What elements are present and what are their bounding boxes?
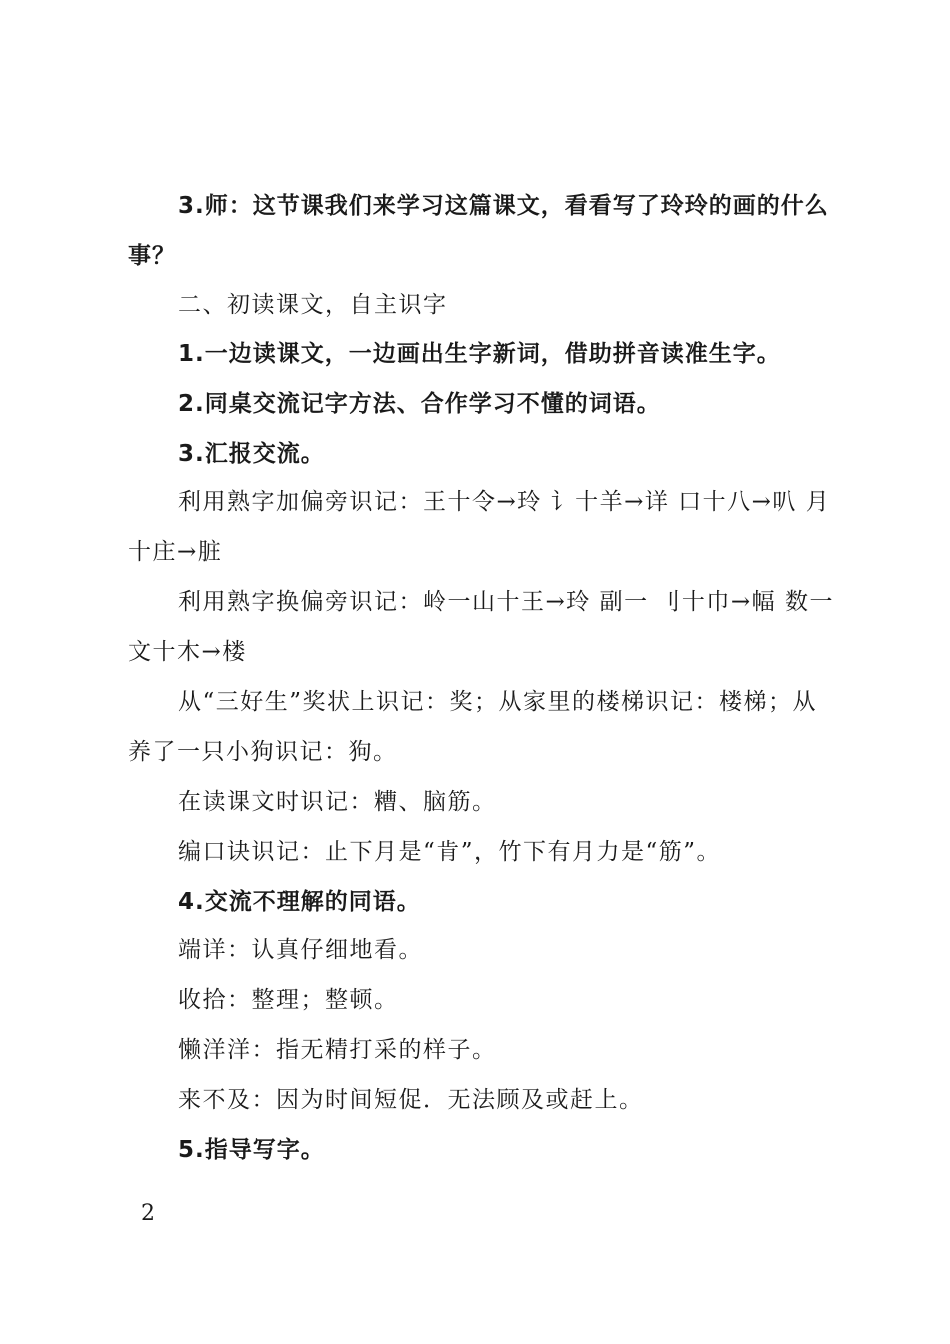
paragraph-step-1: 1.一边读课文，一边画出生字新词，借助拼音读准生字。 <box>178 341 781 367</box>
paragraph-definition-duanxiang: 端详：认真仔细地看。 <box>178 937 423 963</box>
page-number: 2 <box>141 1201 155 1226</box>
section-heading-first-reading: 二、初读课文，自主识字 <box>178 292 448 318</box>
paragraph-context-recognition: 从“三好生”奖状上识记：奖；从家里的楼梯识记：楼梯；从养了一只小狗识记：狗。 <box>128 689 818 765</box>
paragraph-step-3: 3.汇报交流。 <box>178 441 325 467</box>
paragraph-definition-shoushi: 收拾：整理；整顿。 <box>178 987 399 1013</box>
paragraph-add-radical: 利用熟字加偏旁识记：王十令→玲 讠十羊→详 口十八→叭 月十庄→脏 <box>128 489 831 565</box>
paragraph-mnemonic: 编口诀识记：止下月是“肯”，竹下有月力是“筋”。 <box>178 839 722 865</box>
paragraph-definition-laibuji: 来不及：因为时间短促．无法顾及或赶上。 <box>178 1087 644 1113</box>
paragraph-step-4: 4.交流不理解的同语。 <box>178 889 421 915</box>
paragraph-step-5: 5.指导写字。 <box>178 1137 325 1163</box>
paragraph-swap-radical: 利用熟字换偏旁识记：岭一山十王→玲 副一 刂十巾→幅 数一文十木→楼 <box>128 589 834 665</box>
paragraph-step-2: 2.同桌交流记字方法、合作学习不懂的词语。 <box>178 391 661 417</box>
paragraph-definition-lanyangyang: 懒洋洋：指无精打采的样子。 <box>178 1037 497 1063</box>
paragraph-reading-recognition: 在读课文时识记：糟、脑筋。 <box>178 789 497 815</box>
paragraph-teacher-intro: 3.师：这节课我们来学习这篇课文，看看写了玲玲的画的什么事？ <box>128 193 829 269</box>
